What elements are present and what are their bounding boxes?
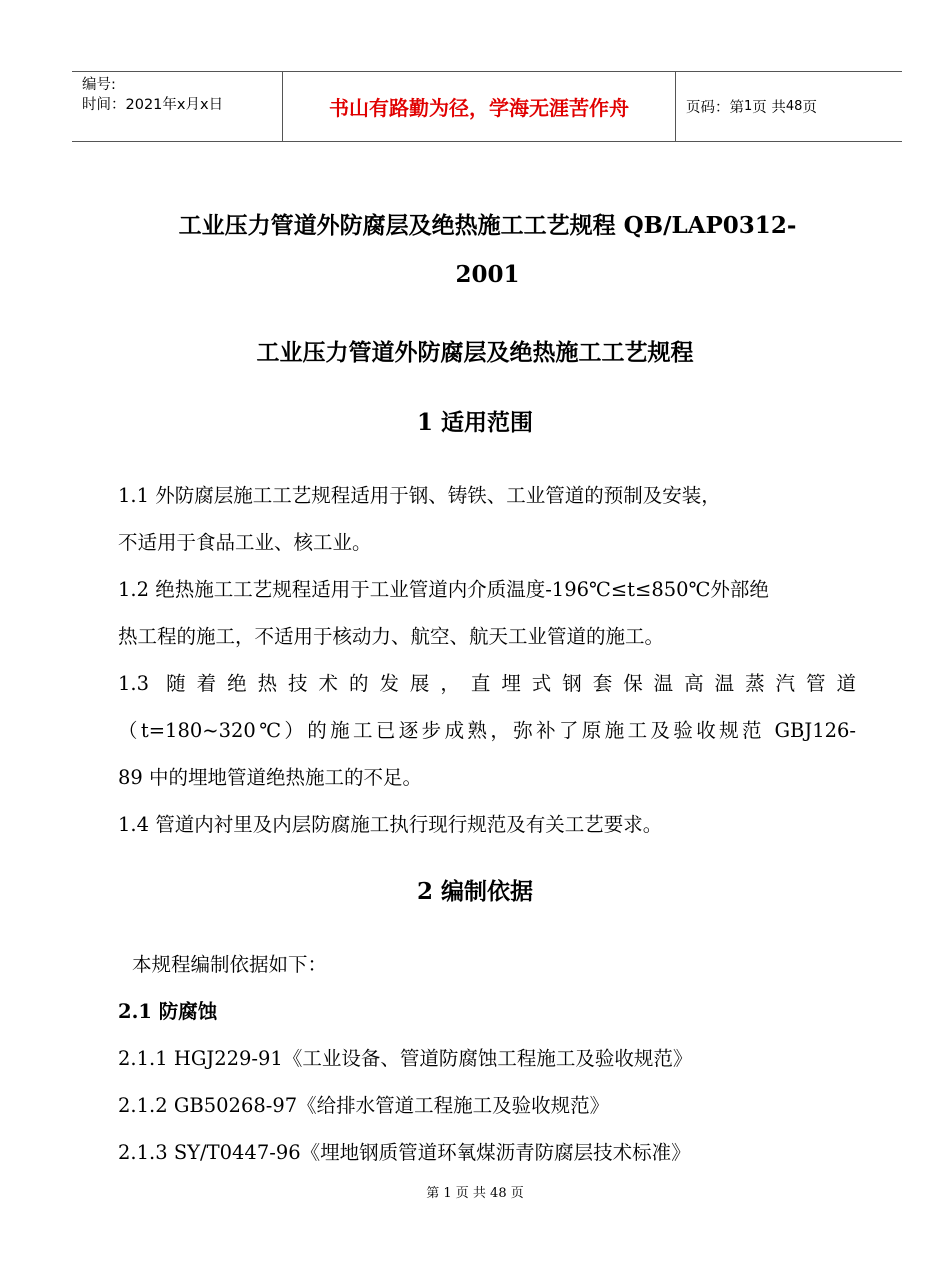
section-2-heading: 2 编制依据 — [416, 878, 533, 905]
page-current: 1 — [744, 99, 753, 114]
paragraph-1-1-line-2: 不适用于食品工业、核工业。 — [118, 531, 372, 554]
paragraph-1-2-line-1: 1.2 绝热施工工艺规程适用于工业管道内介质温度-196℃≤t≤850℃外部绝 — [118, 578, 769, 601]
page-header — [72, 71, 902, 142]
header-meta — [72, 72, 283, 141]
paragraph-1-3-line-2: （t=180~320℃）的施工已逐步成熟，弥补了原施工及验收规范 GBJ126- — [118, 719, 856, 742]
page-footer: 第 1 页 共 48 页 — [426, 1186, 524, 1201]
paragraph-1-4: 1.4 管道内衬里及内层防腐施工执行现行规范及有关工艺要求。 — [118, 813, 663, 836]
page-suffix: 页 — [802, 100, 817, 116]
reference-item: 2.1.1 HGJ229-91《工业设备、管道防腐蚀工程施工及验收规范》 — [118, 1047, 693, 1070]
page-total: 48 — [785, 99, 803, 114]
section-2-1-heading: 2.1 防腐蚀 — [118, 1000, 218, 1023]
document-title-line-2: 2001 — [455, 261, 520, 288]
header-motto: 书山有路勤为径，学海无涯苦作舟 — [283, 72, 676, 141]
document-time-label: 时间：2021年x月x日 — [82, 97, 224, 113]
paragraph-1-3-line-3: 89 中的埋地管道绝热施工的不足。 — [118, 766, 423, 789]
paragraph-1-1-line-1: 1.1 外防腐层施工工艺规程适用于钢、铸铁、工业管道的预制及安装， — [118, 484, 721, 507]
page-prefix: 页码：第 — [686, 100, 744, 116]
paragraph-1-2-line-2: 热工程的施工，不适用于核动力、航空、航天工业管道的施工。 — [118, 625, 665, 648]
document-subtitle: 工业压力管道外防腐层及绝热施工工艺规程 — [256, 339, 694, 366]
document-title-line-1: 工业压力管道外防腐层及绝热施工工艺规程 QB/LAP0312- — [178, 212, 797, 239]
section-1-heading: 1 适用范围 — [416, 409, 533, 436]
page-middle: 页 共 — [752, 100, 786, 116]
reference-item: 2.1.3 SY/T0447-96《埋地钢质管道环氧煤沥青防腐层技术标准》 — [118, 1141, 691, 1164]
reference-item: 2.1.2 GB50268-97《给排水管道工程施工及验收规范》 — [118, 1094, 610, 1117]
document-number-label: 编号: — [82, 77, 116, 93]
paragraph-1-3-line-1: 1.3 随着绝热技术的发展，直埋式钢套保温高温蒸汽管道 — [118, 672, 856, 695]
section-2-intro: 本规程编制依据如下： — [132, 953, 328, 976]
header-page-info — [676, 72, 902, 141]
